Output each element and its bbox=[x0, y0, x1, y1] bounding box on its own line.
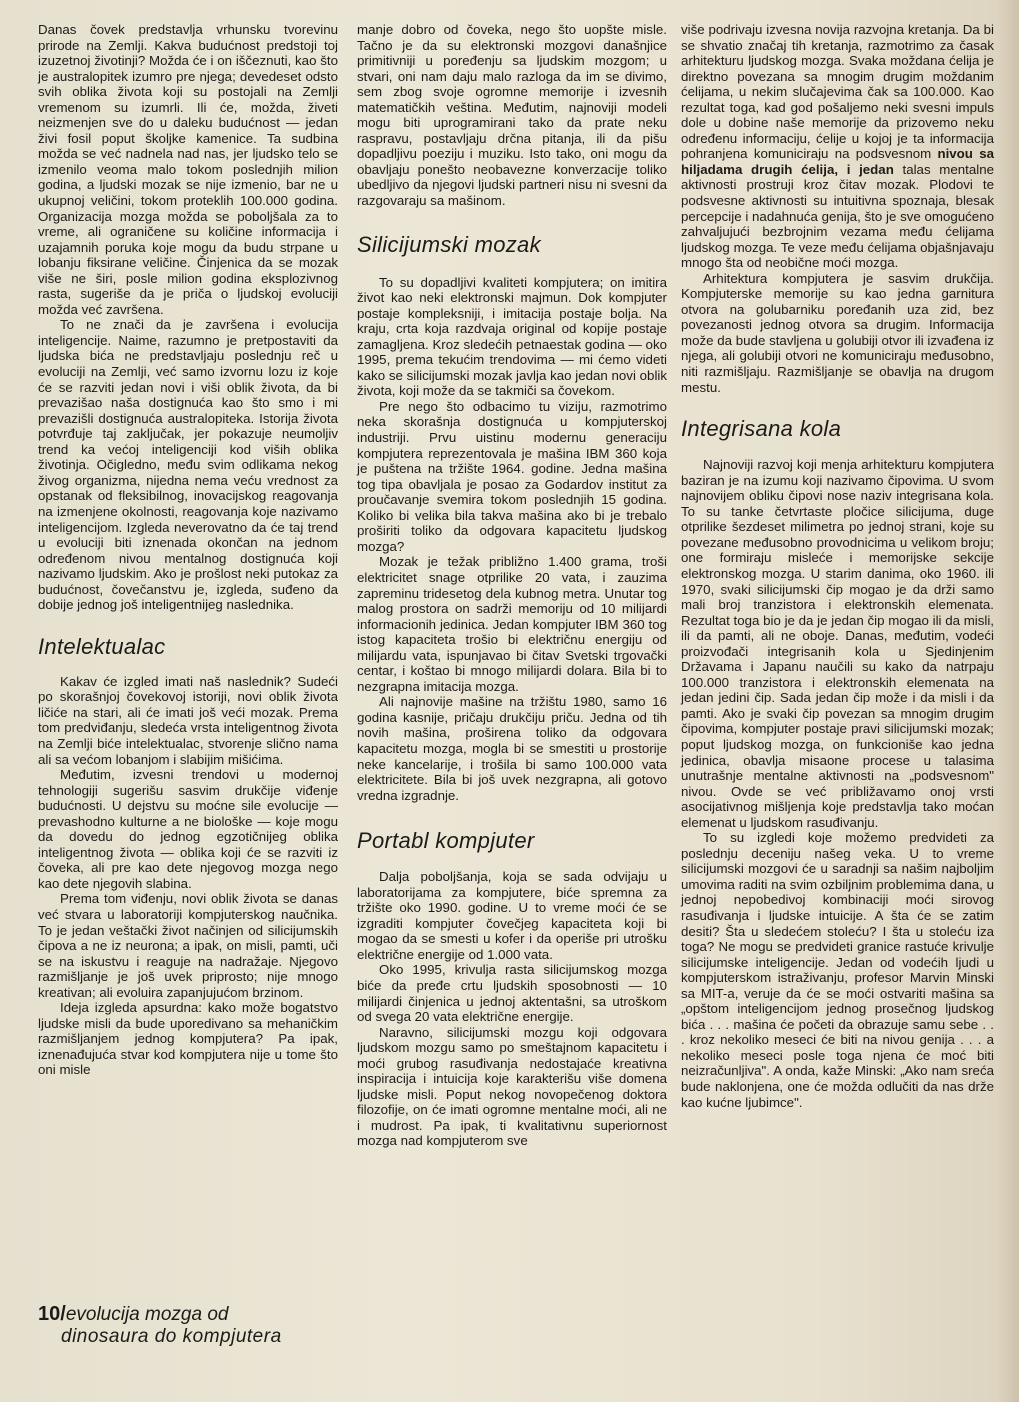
paragraph: To su dopadljivi kvaliteti kompjutera; on imitira život kao neki elektronski majmun. Dok kompjuter postaje kompleksniji, i imitacija postaje bolja. Na kraju, crta koja razdvaja original od kopije postaje zamagljena. Kroz sledećih petnaestak godina — oko 1995, prema tekućim trendovima — mi ćemo videti kako se silicijumski mozak javlja kao jedan novi oblik života, koji može da se takmiči sa čovekom. bbox=[357, 274, 667, 399]
paragraph-text: talas mentalne aktivnosti prostruji kroz čitav mozak. Plodovi te podsvesne aktivnosti su intuitivna spoznaja, blesak percepcije i nadahnuća genija, što je sve omogućeno zahvaljujući bezbrojnim vezama među ćelijama ljudskog mozga. Te veze među ćelijama objašnjavaju mnogo šta od neobične moći mozga. bbox=[681, 161, 994, 271]
paragraph: manje dobro od čoveka, nego što uopšte misle. Tačno je da su elektronski mozgovi današnjice primitivniji u poređenju sa ljudskim mozgom; u stvari, oni nam daju malo razloga da im se divimo, sem zbog svoje ogromne memorije i izvesnih matematičkih veština. Međutim, najnoviji modeli mogu biti uprogramirani tako da prate neku raspravu, postavljaju drčna pitanja, ili da pišu dopadljivu poeziju i muziku. Isto tako, oni mogu da obavljaju ponešto neobavezne konverzacije toliko ubedljivo da njegovi ljudski partneri nisu ni svesni da razgovaraju sa mašinom. bbox=[357, 22, 667, 209]
section-heading-silicijumski-mozak: Silicijumski mozak bbox=[357, 231, 541, 257]
paragraph: Kakav će izgled imati naš naslednik? Sudeći po skorašnjoj čovekovoj istoriji, novi oblik života ličiće na stari, ali će imati još veći mozak. Prema tom predviđanju, sledeća vrsta inteligentnog života na Zemlji biće intelektualac, stvorenje slično nama ali sa većom lobanjom i slabijim mišićima. bbox=[38, 673, 338, 767]
page-number: 10 bbox=[38, 1303, 61, 1325]
column-right bbox=[681, 22, 994, 1110]
paragraph: Pre nego što odbacimo tu viziju, razmotrimo neka skorašnja dostignuća u kompjuterskoj industriji. Prvu uistinu modernu generaciju kompjutera reprezentovala je mašina IBM 360 koja je puštena na tržište 1964. godine. Jedna mašina tog tipa obavljala je posao za Godardov institut za proučavanje svemira tokom poslednjih 15 godina. Koliko bi velika bila takva mašina ako bi je trebalo proširiti toliko da odgovara kapacitetu ljudskog mozga? bbox=[357, 398, 667, 554]
paragraph: To su izgledi koje možemo predvideti za poslednju deceniju našeg veka. U to vreme silicijumski mozgovi će u saradnji sa našim najboljim umovima raditi na svim ozbiljnim problemima dana, u jednoj nepobedivoj kombinaciji moći sirovog rasuđivanja i ljudske intuicije. A šta će se zatim desiti? Šta u sledećem stoleću? I šta u stoleću iza toga? Ne mogu se predvideti granice rastuće krivulje silicijumske inteligencije. Jedan od vodećih ljudi u kompjuterskom istraživanju, profesor Marvin Minski sa MIT-a, veruje da će se moći ostvariti mašina sa „opštom inteligencijom jednog prosečnog ljudskog bića . . . mašina će početi da obrazuje samu sebe . . . kroz nekoliko meseci će biti na nivou genija . . . a nekoliko meseci posle toga njena će moć biti neizračunljiva". A onda, kaže Minski: „Ako nam sreća bude naklonjena, one će možda odlučiti da nas drže kao kućne ljubimce". bbox=[681, 830, 994, 1110]
column-middle bbox=[357, 22, 667, 1149]
section-heading-portabl-kompjuter: Portabl kompjuter bbox=[357, 828, 535, 854]
section-heading-integrisana-kola: Integrisana kola bbox=[681, 416, 842, 442]
paragraph: Najnoviji razvoj koji menja arhitekturu kompjutera baziran je na izumu koji nazivamo čipovima. U svom najnovijem obliku čipovi nose naziv integrisana kola. To su tanke četvrtaste pločice silicijuma, duge otprilike šezdeset milimetra po jednoj strani, koje su povezane međusobno provodnicima u velikom broju; one formiraju mislеće i memorijske sekcije elektronskog mozga. U starim danima, oko 1960. ili 1970, svaki silicijumski čip mogao je da drži samo mali broj tranzistora i elektronskih elemenata. Rezultat toga bio je da je jedan čip mogao ili da misli, ili da pamti, ali ne oboje. Danas, međutim, vodeći proizvođači integrisanih kola u Sjedinjenim Državama i Japanu naučili su kako da natrpaju 100.000 tranzistora i elektronskih elemenata na jedan jedini čip. Sada jedan čip može i da misli i da pamti. Ako je svaki čip povezan sa mnogim drugim čipovima, kompjuter postaje pravi silicijumski mozak; poput ljudskog mozga, on funkcioniše kao jedna jedinica, obavlja misaone procese u talasima unutrašnje mentalne aktivnosti na „podsvesnom" nivou. Ovde se već približavamo onoj vrsti asocijativnog mišljenja koje predstavlja tako moćan elemenat u ljudskom rasuđivanju. bbox=[681, 457, 994, 830]
paragraph: To ne znači da je završena i evolucija inteligencije. Naime, razumno je pretpostaviti da ljudska bića ne predstavljaju poslednju reč u evoluciji na Zemlji, već samo izvornu lozu iz koje će se razviti jedan novi i viši oblik života, da bi prevazišao naša dostignuća kao što smo i mi prevazišli dostignuća australopiteka. Istorija života potvrđuje taj zaključak, jer pokazuje neumoljiv trend ka većoj inteligenciji kod viših oblika životinja. Očigledno, među svim odlikama nekog živog organizma, nijedna nema veću vrednost za opstanak od fleksibilnog, inovacijskog reagovanja na izmenjene okolnosti, reagovanja koje nazivamo inteligencijom. Izgleda neverovatno da će taj trend u evoluciji biti iznenada okončan na jednom određenom nivou mentalnog dostignuća koji nazivamo ljudskim. Ako je prošlost neki putokaz za budućnost, čovečanstvu je, izgleda, suđeno da dobije jednog još inteligentnijeg naslednika. bbox=[38, 317, 338, 613]
paragraph: Oko 1995, krivulja rasta silicijumskog mozga biće da pređe crtu ljudskih sposobnosti — 10 milijardi činjenica u jednoj aktentašni, sa utroškom od svega 20 vata električne energije. bbox=[357, 962, 667, 1025]
paragraph: Ali najnovije mašine na tržištu 1980, samo 16 godina kasnije, pričaju drukčiju priču. Jedna od tih novih mašina, proširena toliko da odgovara kapacitetu mozga, mogla bi se smestiti u prostorije neke kancelarije, i trošila bi samo 100.000 vata elektricitete. Bila bi još uvek nezgrapna, ali gotovo vredna izgradnje. bbox=[357, 694, 667, 803]
footer-slash: / bbox=[60, 1303, 66, 1325]
page-edge-shadow bbox=[997, 0, 1019, 1402]
section-heading-intelektualac: Intelektualac bbox=[38, 633, 166, 659]
paragraph: Međutim, izvesni trendovi u modernoj tehnologiji sugerišu sasvim drukčije viđenje budućnosti. U dejstvu su moćne sile evolucije — prevashodno kulturne a ne biološke — koje mogu da dovedu do jednog egzotičnijeg oblika inteligentnog života — oblika koji će se razviti iz čoveka, ali pre kao dete njegovog mozga nego kao dete njegovih slabina. bbox=[38, 767, 338, 891]
paragraph: Prema tom viđenju, novi oblik života se danas već stvara u laboratoriji kompjuterskog naučnika. To je jedan veštački život načinjen od silicijumskih čipova a ne iz neurona; a ipak, on misli, pamti, uči se na iskustvu i reaguje na nadražaje. Njegovo razmišljanje je još uvek priprosto; nije mnogo kreativan; ali evoluira zapanjujućom brzinom. bbox=[38, 891, 338, 1000]
paragraph: Dalja poboljšanja, koja se sada odvijaju u laboratorijama za kompjutere, biće spremna za tržište oko 1990. godine. U to vreme moći će se izgraditi kompjuter čovečjeg kapaciteta koji bi mogao da se smesti u kofer i da operiše pri utrošku električne energije od 1.000 vata. bbox=[357, 869, 667, 962]
footer-title-line2: dinosaura do kompjutera bbox=[61, 1326, 282, 1347]
paragraph: Arhitektura kompjutera je sasvim drukčija. Kompjuterske memorije su kao jedna garnitura otvora na golubarniku poređanih uza zid, bez povezanosti jednog otvora sa drugim. Informacija može da bude stavljena u golubiji otvor ili izvađena iz njega, ali golubiji otvori ne komuniciraju međusobno, niti razmišljaju. Razmišljanje se obavlja na drugom mestu. bbox=[681, 270, 994, 395]
bold-phrase: nivou sa hiljadama drugih ćelija, i jedan bbox=[681, 146, 994, 177]
paragraph: Naravno, silicijumski mozgu koji odgovara ljudskom mozgu samo po smeštajnom kapacitetu i moći grubog rasuđivanja nedostajaće kreativna inspiracija i intuicija koje karakterišu više domena ljudske misli. Poput nekog novopečenog doktora filozofije, on će imati ogromne mentalne moći, ali ne i mudrost. Pa ipak, ti kvalitativnu superiornost mozga nad kompjuterom sve bbox=[357, 1024, 667, 1149]
footer-title-line1: evolucija mozga od bbox=[65, 1304, 229, 1325]
page-footer bbox=[38, 1303, 338, 1348]
paragraph bbox=[681, 22, 994, 271]
paragraph: Mozak je težak približno 1.400 grama, troši elektricitet snage otprilike 20 vata, i zauzima zapreminu tridesetog dela kubnog metra. Unutar tog malog prostora on sadrži memoriju od 10 milijardi informacionih jedinica. Jedan kompjuter IBM 360 tog istog kapaciteta trošio bi električnu energiju od milijardu vata, ispunjavao bi čitav Svetski trgovački centar, i koštao bi mnogo milijardi dolara. Bila bi to nezgrapna imitacija mozga. bbox=[357, 554, 667, 694]
paragraph: Ideja izgleda apsurdna: kako može bogatstvo ljudske misli da bude uporedivano sa mehaničkim razmišljanjem jednog kompjutera? Pa ipak, iznenađujuća stvar kod kompjutera nije u tome što oni misle bbox=[38, 1000, 338, 1078]
paragraph: Danas čovek predstavlja vrhunsku tvorevinu prirode na Zemlji. Kakva budućnost predstoji toj izuzetnoj životinji? Možda će i on iščeznuti, kao što je australopitek izumro pre njega; devedeset odsto svih oblika života koji su postojali na Zemlji vremenom su izumrli. Ili će, možda, živeti neizmenjen sve do u daleku budućnost — jedan živi fosil poput školjke kamenice. Ta sudbina možda se već nadnela nad nas, jer ljudsko telo se izmenilo veoma malo tokom poslednjih milion godina, a ljudski mozak se nije izmenio, bar ne u ukupnoj veličini, tokom proteklih 100.000 godina. Organizacija mozga možda se poboljšala za to vreme, ali ograničene su količine informacija i uzajamnih poruka koje mogu da budu strpane u lobanju fiksirane veličine. Činjenica da se mozak više ne širi, posle milion godina eksplozivnog rasta, sugeriše da je priča o ljudskoj evoluciji možda već završena. bbox=[38, 22, 338, 317]
paragraph-text: više podrivaju izvesna novija razvojna kretanja. Da bi se shvatio značaj tih kretanja, razmotrimo za časak arhitekturu ljudskog mozga. Svaka moždana ćelija je direktno povezana sa mnogim drugim moždanim ćelijama, u nekim slučajevima čak sa 100.000. Kao rezultat toga, kad god pošaljemo neki svesni impuls dole u dobine naše memorije da prizovemo neku određenu informaciju, ćelije u kojoj je ta informacija pohranjena komuniciraju na podsvesnom bbox=[681, 22, 994, 162]
column-left bbox=[38, 22, 338, 1078]
